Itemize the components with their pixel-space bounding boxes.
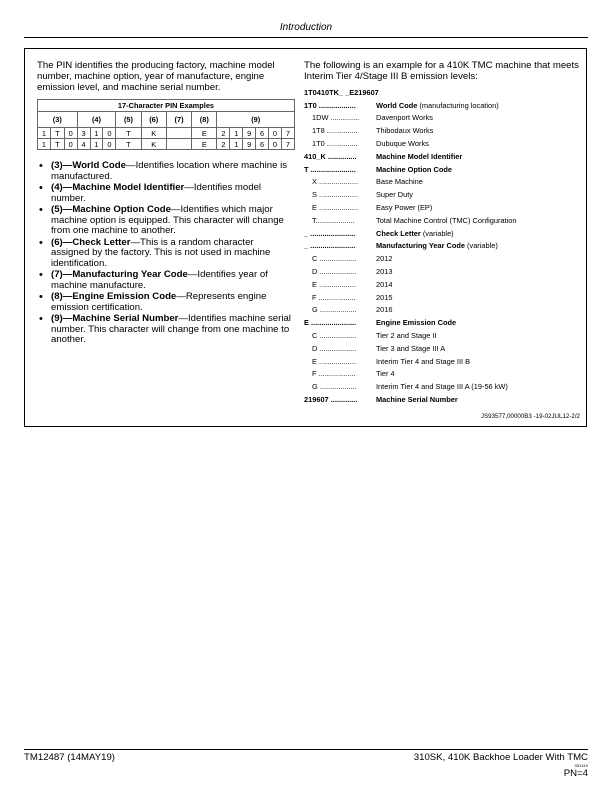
pin-cell: 4 — [77, 139, 90, 150]
pin-breakdown-row — [304, 265, 584, 278]
leader-dots: ............. — [328, 395, 358, 405]
pin-cell: 1 — [38, 139, 51, 150]
pin-breakdown-description — [376, 165, 584, 174]
pin-breakdown-code — [304, 395, 376, 404]
pin-breakdown-row — [304, 176, 584, 189]
pin-breakdown-code — [304, 254, 376, 263]
pin-breakdown-code — [304, 165, 376, 174]
pin-description-text: Machine Serial Number — [376, 395, 458, 405]
pin-cell: 0 — [269, 139, 282, 150]
pin-cell: 0 — [64, 128, 77, 139]
pin-code-value: 1T0 — [304, 100, 317, 110]
pin-breakdown-code — [304, 280, 376, 289]
pin-breakdown-description — [376, 382, 584, 391]
pin-cell: 6 — [256, 139, 269, 150]
pin-breakdown-code — [304, 177, 376, 186]
pin-cell: 1 — [90, 128, 103, 139]
pin-breakdown-description — [376, 254, 584, 263]
pin-definition-item — [51, 238, 292, 270]
pin-description-text: Manufacturing Year Code — [376, 241, 465, 251]
pin-code-value: E — [304, 318, 309, 328]
pin-definition-item — [51, 292, 292, 313]
pin-breakdown-row — [304, 99, 584, 112]
pin-breakdown-row — [304, 291, 584, 304]
pin-description-text: 2016 — [376, 305, 393, 315]
pin-breakdown-description — [376, 101, 584, 110]
pin-cell: 0 — [269, 128, 282, 139]
pin-group-3: (3) — [38, 112, 78, 128]
pin-group-4: (4) — [77, 112, 116, 128]
pin-breakdown-code — [304, 331, 376, 340]
pin-cell: 6 — [256, 128, 269, 139]
pin-definition-item — [51, 161, 292, 182]
pin-breakdown-code — [304, 318, 376, 327]
pin-description-text: Easy Power (EP) — [376, 203, 433, 213]
pin-group-5: (5) — [116, 112, 141, 128]
pin-definition-list — [37, 161, 292, 346]
pin-cell: K — [141, 139, 166, 150]
pin-definition-item — [51, 183, 292, 204]
pin-code-value: E — [312, 203, 317, 213]
pin-cell: 7 — [281, 139, 294, 150]
manual-id: TM12487 (14MAY19) — [24, 752, 116, 763]
pin-breakdown-description — [376, 344, 584, 353]
pin-code-value: E — [312, 356, 317, 366]
pin-description-text: 2012 — [376, 254, 393, 264]
pin-code-value: _ — [304, 228, 309, 238]
pin-breakdown-code — [304, 101, 376, 110]
page-number: PN=4 — [563, 768, 588, 779]
pin-definition-text: —Identifies year of machine manufacture. — [51, 269, 268, 291]
leader-dots: .................. — [317, 343, 357, 353]
pin-breakdown-row — [304, 112, 584, 125]
pin-breakdown-row — [304, 316, 584, 329]
right-column — [304, 60, 584, 406]
pin-description-text: Davenport Works — [376, 113, 433, 123]
pin-code-value: 1T8 — [312, 126, 325, 136]
leader-dots: .................. — [316, 279, 356, 289]
pin-description-text: Machine Model Identifier — [376, 151, 463, 161]
pin-definition-term: (7)—Manufacturing Year Code — [51, 269, 188, 280]
pin-cell: K — [141, 128, 166, 139]
example-pin: 1T0410TK_ _E219607 — [304, 87, 379, 97]
leader-dots: .................. — [317, 267, 357, 277]
pin-breakdown-code — [304, 241, 376, 250]
pin-description-text: Thibodaux Works — [376, 126, 434, 136]
pin-breakdown-code — [304, 203, 376, 212]
pin-definition-term: (6)—Check Letter — [51, 236, 131, 248]
leader-dots: ................... — [315, 215, 355, 225]
leader-dots: .............. — [328, 113, 360, 123]
pin-breakdown-row — [304, 304, 584, 317]
pin-definition-term: (9)—Machine Serial Number — [51, 313, 179, 324]
pin-cell: 7 — [281, 128, 294, 139]
pin-breakdown-row — [304, 342, 584, 355]
pin-breakdown-row — [304, 150, 584, 163]
pin-cell: 1 — [90, 139, 103, 150]
pin-example-table — [37, 99, 295, 150]
pin-description-text: Tier 4 — [376, 369, 395, 379]
pin-description-text: Super Duty — [376, 190, 413, 200]
left-intro: The PIN identifies the producing factory, machine model number, machine option, year of manufacture, engine emission level, and machine serial number. — [37, 60, 275, 93]
pin-code-value: D — [312, 343, 318, 353]
header-rule — [24, 37, 588, 38]
pin-code-value: _ — [304, 241, 309, 251]
pin-definition-text: —Identifies machine serial number. This character will change from one machine to another. — [51, 313, 291, 345]
pin-cell: T — [116, 139, 141, 150]
pin-breakdown-code — [304, 357, 376, 366]
leader-dots: .................. — [317, 382, 357, 392]
pin-description-text: 2013 — [376, 267, 393, 277]
pin-group-6: (6) — [141, 112, 166, 128]
pin-code-value: T — [312, 215, 316, 225]
pin-group-7: (7) — [166, 112, 191, 128]
pin-table-row-1 — [38, 128, 295, 139]
pin-breakdown-row — [304, 124, 584, 137]
pin-description-text: Base Machine — [376, 177, 423, 187]
left-column — [37, 60, 292, 347]
pin-breakdown-description — [376, 305, 584, 314]
right-intro: The following is an example for a 410K TMC machine that meets Interim Tier 4/Stage III B emission levels: — [304, 60, 579, 82]
pin-cell: 0 — [64, 139, 77, 150]
pin-definition-text: —Identifies which major machine option is equipped. This character will change from one machine to another. — [51, 204, 284, 236]
leader-dots: ...................... — [308, 228, 356, 238]
pin-description-suffix: (variable) — [464, 241, 498, 251]
manual-title: 310SK, 410K Backhoe Loader With TMC — [413, 752, 588, 763]
pin-breakdown-code — [304, 216, 376, 225]
pin-cell: 2 — [217, 128, 230, 139]
pin-breakdown-row — [304, 368, 584, 381]
pin-cell: 1 — [38, 128, 51, 139]
pin-description-text: Check Letter — [376, 228, 421, 238]
pin-breakdown-description — [376, 267, 584, 276]
pin-table-row-2 — [38, 139, 295, 150]
pin-breakdown-description — [376, 293, 584, 302]
pin-breakdown-code — [304, 267, 376, 276]
pin-definition-item — [51, 205, 292, 237]
pin-breakdown-row — [304, 355, 584, 368]
pin-cell: 2 — [217, 139, 230, 150]
pin-cell: 9 — [243, 128, 256, 139]
leader-dots: .................. — [316, 369, 356, 379]
leader-dots: ...................... — [308, 164, 356, 174]
pin-breakdown-description — [376, 395, 584, 404]
pin-description-text: Engine Emission Code — [376, 318, 457, 328]
pin-breakdown-row — [304, 240, 584, 253]
pin-code-value: 1DW — [312, 113, 329, 123]
pin-cell — [166, 128, 191, 139]
pin-code-value: G — [312, 305, 318, 315]
pin-breakdown-description — [376, 113, 584, 122]
pin-cell: T — [50, 139, 64, 150]
pin-breakdown-code — [304, 126, 376, 135]
pin-breakdown-row — [304, 201, 584, 214]
page-header-title: Introduction — [279, 22, 333, 33]
pin-breakdown-row — [304, 163, 584, 176]
pin-breakdown-code — [304, 344, 376, 353]
pin-cell: 0 — [103, 139, 116, 150]
pin-code-value: G — [312, 382, 318, 392]
pin-breakdown-code — [304, 293, 376, 302]
pin-cell: 0 — [103, 128, 116, 139]
pin-breakdown-description — [376, 216, 584, 225]
pin-description-text: Interim Tier 4 and Stage III B — [376, 356, 471, 366]
pin-description-text: Machine Option Code — [376, 164, 452, 174]
pin-definition-text: —Represents engine emission certification. — [51, 291, 267, 313]
pin-definition-text: —Identifies location where machine is manufactured. — [51, 160, 288, 182]
pin-cell — [166, 139, 191, 150]
leader-dots: ................... — [316, 203, 359, 213]
pin-breakdown-row — [304, 227, 584, 240]
pin-definition-item — [51, 270, 292, 291]
leader-dots: .................. — [317, 331, 357, 341]
pin-breakdown-description — [376, 126, 584, 135]
pin-group-9: (9) — [217, 112, 295, 128]
pin-description-suffix: (manufacturing location) — [417, 100, 499, 110]
pin-code-value: 410_K — [304, 151, 326, 161]
pin-breakdown-description — [376, 177, 584, 186]
pin-description-text: Tier 2 and Stage II — [376, 331, 437, 341]
pin-code-value: C — [312, 254, 318, 264]
pin-breakdown-description — [376, 229, 584, 238]
pin-code-value: C — [312, 331, 318, 341]
pin-table-title: 17-Character PIN Examples — [38, 100, 295, 112]
pin-description-suffix: (variable) — [420, 228, 454, 238]
pin-breakdown-row — [304, 214, 584, 227]
leader-dots: .................. — [316, 100, 356, 110]
pin-breakdown-description — [376, 318, 584, 327]
footer-date-code: 051419 — [574, 763, 588, 768]
pin-cell: 1 — [230, 139, 243, 150]
pin-cell: 3 — [77, 128, 90, 139]
pin-cell: T — [50, 128, 64, 139]
pin-breakdown-list — [304, 86, 584, 406]
pin-breakdown-code — [304, 229, 376, 238]
pin-breakdown-description — [376, 203, 584, 212]
pin-description-text: Interim Tier 4 and Stage III A (19-56 kW) — [376, 382, 508, 392]
pin-description-text: 2014 — [376, 279, 393, 289]
pin-breakdown-code — [304, 152, 376, 161]
pin-description-text: Total Machine Control (TMC) Configuration — [376, 215, 517, 225]
pin-breakdown-code — [304, 113, 376, 122]
pin-cell: E — [192, 139, 217, 150]
pin-breakdown-description — [376, 152, 584, 161]
pin-description-text: World Code — [376, 100, 418, 110]
pin-breakdown-row — [304, 278, 584, 291]
pin-cell: T — [116, 128, 141, 139]
pin-breakdown-description — [376, 369, 584, 378]
leader-dots: ...................... — [308, 318, 357, 328]
leader-dots: ................... — [316, 190, 359, 200]
leader-dots: .................. — [317, 305, 357, 315]
pin-breakdown-description — [376, 190, 584, 199]
reference-code: JS93577,00000B3 -19-02JUL12-2/2 — [480, 413, 580, 420]
content-box — [24, 48, 587, 427]
pin-breakdown-description — [376, 139, 584, 148]
pin-breakdown-code — [304, 139, 376, 148]
pin-cell: 1 — [230, 128, 243, 139]
pin-definition-term: (4)—Machine Model Identifier — [51, 182, 185, 193]
pin-code-value: T — [304, 164, 309, 174]
pin-breakdown-description — [376, 241, 584, 250]
pin-breakdown-code — [304, 190, 376, 199]
leader-dots: .................. — [317, 254, 357, 264]
pin-breakdown-row — [304, 252, 584, 265]
pin-definition-term: (5)—Machine Option Code — [51, 204, 171, 215]
pin-breakdown-description — [376, 331, 584, 340]
pin-cell: 9 — [243, 139, 256, 150]
pin-code-value: 1T0 — [312, 139, 325, 149]
pin-breakdown-row — [304, 393, 584, 406]
pin-definition-item — [51, 314, 292, 346]
pin-breakdown-code — [304, 382, 376, 391]
pin-definition-term: (3)—World Code — [51, 160, 126, 171]
pin-code-value: F — [312, 369, 317, 379]
leader-dots: ............... — [324, 139, 358, 149]
pin-breakdown-code — [304, 369, 376, 378]
pin-code-value: X — [312, 177, 317, 187]
pin-code-value: 219607 — [304, 395, 329, 405]
leader-dots: .................. — [316, 356, 356, 366]
pin-code-value: E — [312, 279, 317, 289]
pin-code-value: D — [312, 267, 318, 277]
leader-dots: ...................... — [308, 241, 356, 251]
pin-code-value: F — [312, 292, 317, 302]
pin-breakdown-code — [304, 305, 376, 314]
pin-description-text: Dubuque Works — [376, 139, 429, 149]
pin-cell: E — [192, 128, 217, 139]
pin-group-8: (8) — [192, 112, 217, 128]
pin-definition-term: (8)—Engine Emission Code — [51, 291, 177, 302]
pin-breakdown-row — [304, 380, 584, 393]
pin-definition-text: —Identifies model number. — [51, 182, 262, 204]
pin-breakdown-row — [304, 137, 584, 150]
pin-description-text: 2015 — [376, 292, 393, 302]
leader-dots: ................... — [316, 177, 359, 187]
pin-breakdown-description — [376, 280, 584, 289]
footer-rule — [24, 749, 588, 750]
pin-breakdown-description — [376, 357, 584, 366]
pin-breakdown-row — [304, 329, 584, 342]
leader-dots: .............. — [325, 151, 357, 161]
pin-definition-text: —This is a random character assigned by the factory. This is not used in machine identification. — [51, 236, 271, 269]
pin-breakdown-row — [304, 188, 584, 201]
pin-code-value: S — [312, 190, 317, 200]
leader-dots: .................. — [316, 292, 356, 302]
leader-dots: ............... — [324, 126, 358, 136]
pin-description-text: Tier 3 and Stage III A — [376, 343, 446, 353]
